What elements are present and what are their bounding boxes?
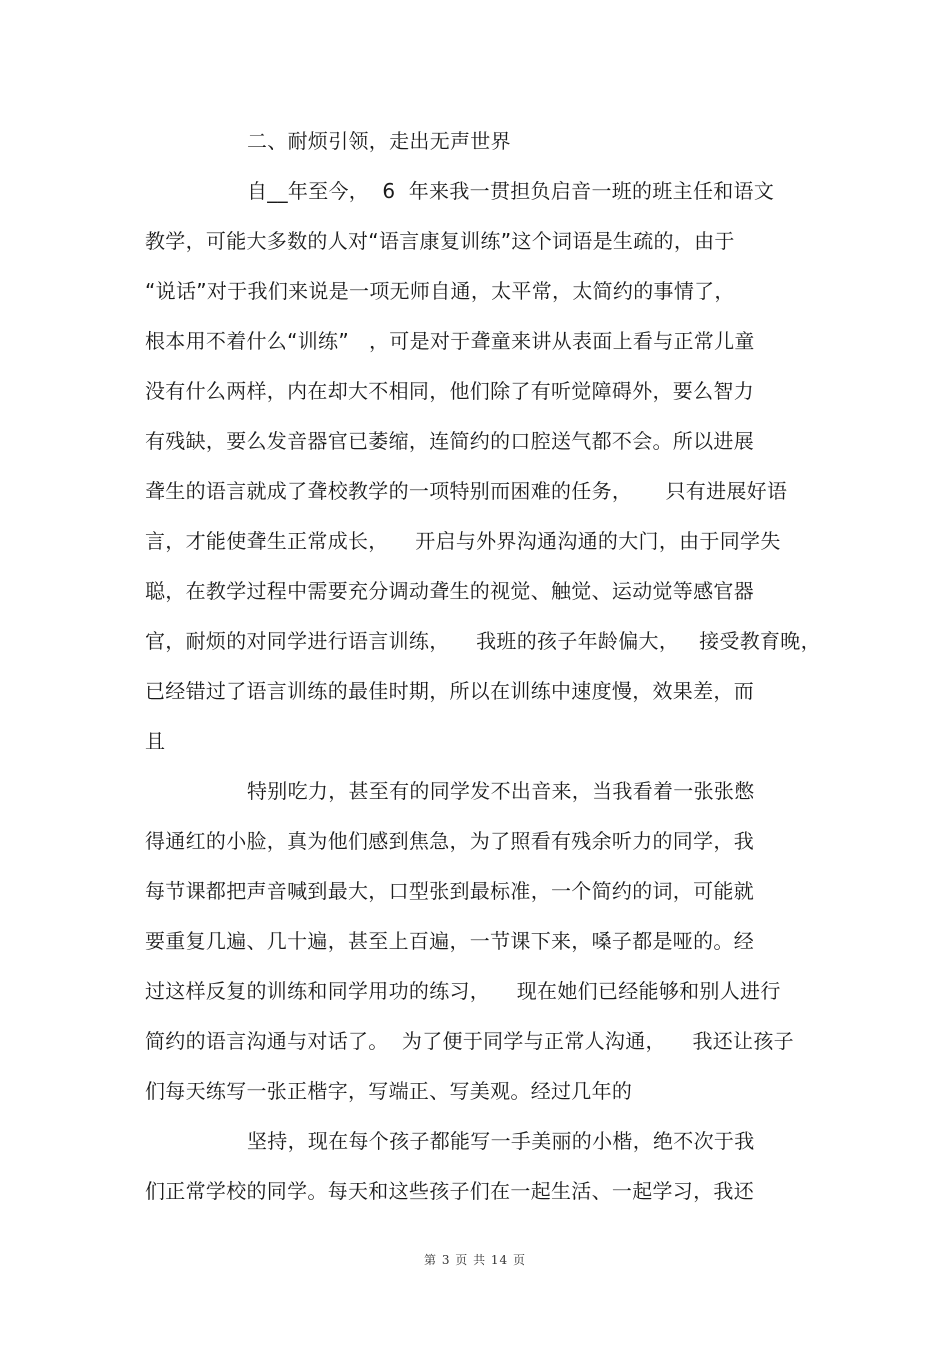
paragraph-line: 且 (145, 729, 166, 753)
page-number-footer: 第 3 页 共 14 页 (424, 1253, 526, 1267)
paragraph-line: 聪，在教学过程中需要充分调动聋生的视觉、触觉、运动觉等感官器 (145, 579, 754, 603)
paragraph-line: 过这样反复的训练和同学用功的练习， 现在她们已经能够和别人进行 (145, 979, 781, 1003)
paragraph-line: 特别吃力，甚至有的同学发不出音来，当我看着一张张憋 (247, 779, 755, 803)
paragraph-line: 得通红的小脸，真为他们感到焦急，为了照看有残余听力的同学，我 (145, 829, 754, 853)
paragraph-line: 要重复几遍、几十遍，甚至上百遍，一节课下来，嗓子都是哑的。经 (145, 929, 754, 953)
section-heading: 二、耐烦引领，走出无声世界 (247, 129, 511, 153)
paragraph-line: 聋生的语言就成了聋校教学的一项特别而困难的任务， 只有进展好语 (145, 479, 788, 503)
paragraph-line: 自__年至今， 6 年来我一贯担负启音一班的班主任和语文 (247, 179, 775, 203)
paragraph-line: 每节课都把声音喊到最大，口型张到最标准，一个简约的词，可能就 (145, 879, 754, 903)
paragraph-line: 官，耐烦的对同学进行语言训练， 我班的孩子年龄偏大， 接受教育晚， (145, 629, 821, 653)
paragraph-line: “说话”对于我们来说是一项无师自通，太平常，太简约的事情了， (145, 279, 735, 303)
paragraph-line: 坚持，现在每个孩子都能写一手美丽的小楷，绝不次于我 (247, 1129, 755, 1153)
paragraph-line: 教学，可能大多数的人对“语言康复训练”这个词语是生疏的，由于 (145, 229, 735, 253)
paragraph-line: 没有什么两样，内在却大不相同，他们除了有听觉障碍外，要么智力 (145, 379, 754, 403)
paragraph-line: 根本用不着什么“训练” ，可是对于聋童来讲从表面上看与正常儿童 (145, 329, 755, 353)
paragraph-line: 们每天练写一张正楷字，写端正、写美观。经过几年的 (145, 1079, 633, 1103)
paragraph-line: 们正常学校的同学。每天和这些孩子们在一起生活、一起学习，我还 (145, 1179, 754, 1203)
paragraph-line: 已经错过了语言训练的最佳时期，所以在训练中速度慢，效果差，而 (145, 679, 754, 703)
paragraph-line: 言，才能使聋生正常成长， 开启与外界沟通沟通的大门，由于同学失 (145, 529, 781, 553)
paragraph-line: 简约的语言沟通与对话了。 为了便于同学与正常人沟通， 我还让孩子 (145, 1029, 794, 1053)
paragraph-line: 有残缺，要么发音器官已萎缩，连简约的口腔送气都不会。所以进展 (145, 429, 754, 453)
